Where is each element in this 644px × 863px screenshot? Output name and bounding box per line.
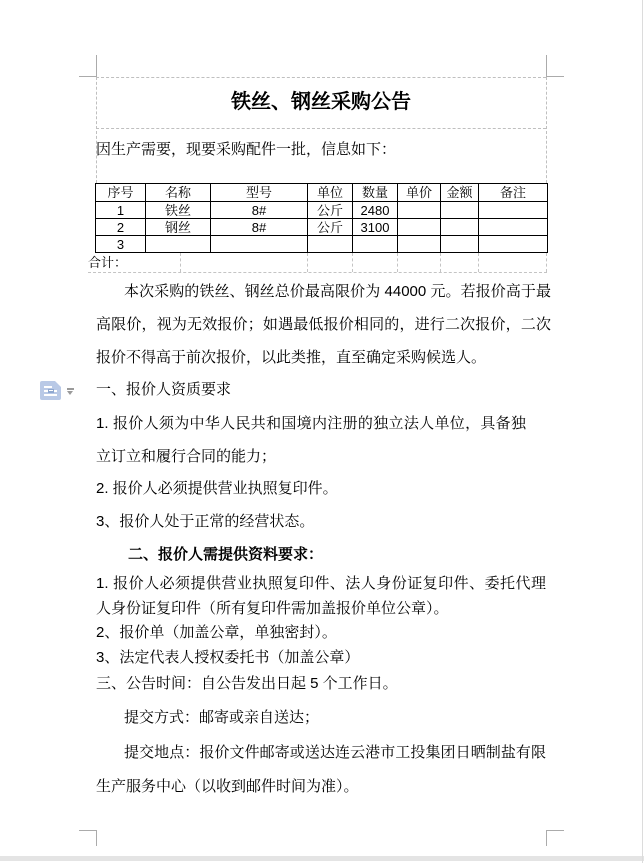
table-cell[interactable] [441,202,479,219]
header-cell-unitprice[interactable]: 单价 [398,184,441,202]
heading-section-3[interactable]: 三、公告时间：自公告发出日起 5 个工作日。 [96,675,398,692]
table-cell[interactable]: 1 [96,202,146,219]
text-line [44,394,57,396]
table-cell[interactable] [353,236,398,253]
header-cell-name[interactable]: 名称 [146,184,211,202]
table-cell[interactable]: 铁丝 [146,202,211,219]
table-cell[interactable]: 公斤 [308,202,353,219]
crop-mark-top-left-h [79,76,96,77]
table-row [96,219,548,236]
text-boundary-right [546,77,547,183]
table-cell[interactable]: 3100 [353,219,398,236]
table-cell[interactable]: 公斤 [308,219,353,236]
paragraph-submit-address[interactable]: 提交地点：报价文件邮寄或送达连云港市工投集团日晒制盐有限生产服务中心（以收到邮件时间为准）。 [96,744,546,795]
paragraph-materials-2[interactable]: 2、报价单（加盖公章，单独密封）。 [96,624,337,641]
text-line [44,386,52,388]
table-cell[interactable] [308,236,353,253]
table-cell[interactable] [441,236,479,253]
header-cell-qty[interactable]: 数量 [353,184,398,202]
header-cell-index[interactable]: 序号 [96,184,146,202]
text-boundary-below-title [96,128,546,129]
minus-box [48,389,54,393]
page-fold [55,381,61,387]
crop-mark-bottom-left-v [96,830,97,846]
paragraph-materials-1[interactable]: 1. 报价人必须提供营业执照复印件、法人身份证复印件、委托代理人身份证复印件（所有复印件需加盖报价单位公章）。 [96,575,546,617]
table-cell[interactable]: 8# [211,202,308,219]
paragraph-submit-method[interactable]: 提交方式：邮寄或亲自送达； [124,709,320,726]
paragraph-qualification-1[interactable]: 1. 报价人须为中华人民共和国境内注册的独立法人单位，具备独立订立和履行合同的能力； [96,415,526,465]
paste-options-icon[interactable] [40,381,61,400]
dropdown-triangle [67,391,73,395]
table-cell[interactable]: 钢丝 [146,219,211,236]
crop-mark-bottom-left-h [79,830,96,831]
header-cell-remark[interactable]: 备注 [479,184,548,202]
table-cell[interactable] [441,219,479,236]
gridline [478,253,479,272]
gridline [307,253,308,272]
chevron-down-icon[interactable] [66,388,75,396]
crop-mark-top-right-h [547,76,564,77]
table-cell[interactable] [479,236,548,253]
page-right-edge [642,0,643,863]
document-title[interactable]: 铁丝、钢丝采购公告 [231,91,411,113]
crop-mark-top-right-v [546,55,547,77]
table-row [96,236,548,253]
table-cell[interactable]: 2480 [353,202,398,219]
dropdown-bar [67,388,74,390]
table-cell[interactable]: 8# [211,219,308,236]
header-cell-amount[interactable]: 金额 [441,184,479,202]
table-cell[interactable] [398,202,441,219]
table-cell[interactable] [398,219,441,236]
crop-mark-top-left-v [96,55,97,77]
table-cell[interactable]: 2 [96,219,146,236]
total-row[interactable] [88,253,547,273]
table-cell[interactable] [479,202,548,219]
crop-mark-bottom-right-v [546,830,547,846]
paragraph-qualification-3[interactable]: 3、报价人处于正常的经营状态。 [96,513,315,530]
crop-mark-bottom-right-h [547,830,564,831]
paste-options-widget[interactable] [38,379,80,403]
gridline [440,253,441,272]
table-cell[interactable] [146,236,211,253]
total-label[interactable]: 合计： [88,255,128,270]
gridline [352,253,353,272]
paragraph-price-limit[interactable]: 本次采购的铁丝、钢丝总价最高限价为 44000 元。若报价高于最高限价，视为无效报价；如遇最低报价相同的，进行二次报价，二次报价不得高于前次报价，以此类推，直至确定采购候选人。 [96,283,551,366]
heading-section-2[interactable]: 二、报价人需提供资料要求： [128,546,324,563]
table-cell[interactable] [398,236,441,253]
gridline [180,253,181,272]
paragraph-materials-3[interactable]: 3、法定代表人授权委托书（加盖公章） [96,649,360,666]
table-cell[interactable] [211,236,308,253]
header-cell-unit[interactable]: 单位 [308,184,353,202]
table-header-row [96,184,548,202]
intro-paragraph[interactable]: 因生产需要，现要采购配件一批，信息如下： [96,141,397,158]
gridline [397,253,398,272]
procurement-table[interactable] [95,183,548,253]
bottom-bar [0,856,644,861]
gridline [546,253,547,272]
table-cell[interactable] [479,219,548,236]
header-cell-model[interactable]: 型号 [211,184,308,202]
heading-section-1[interactable]: 一、报价人资质要求 [96,381,232,398]
table-cell[interactable]: 3 [96,236,146,253]
paragraph-qualification-2[interactable]: 2. 报价人必须提供营业执照复印件。 [96,480,338,497]
table-row [96,202,548,219]
